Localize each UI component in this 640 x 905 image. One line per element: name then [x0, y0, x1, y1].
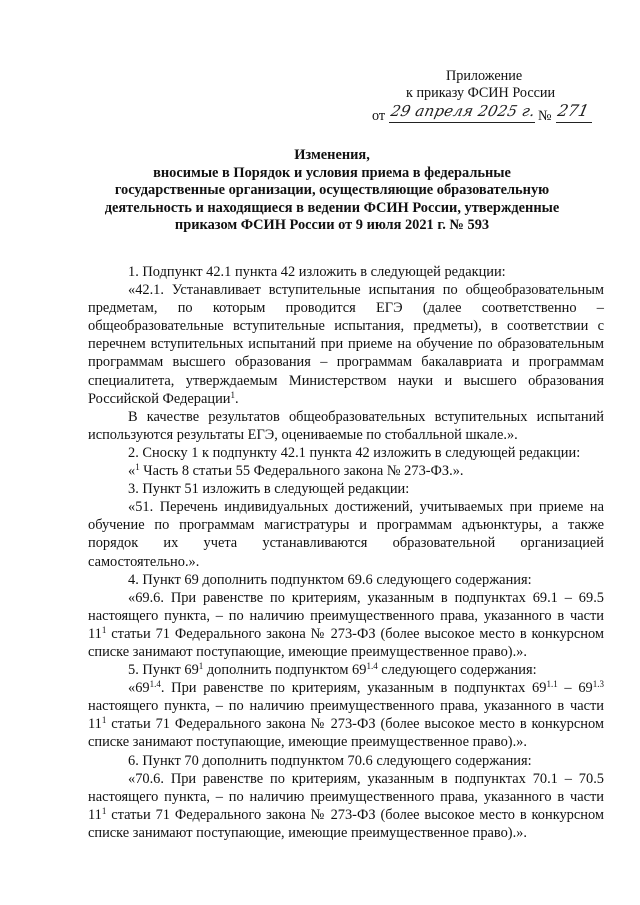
paragraph-7: «51. Перечень индивидуальных достижений, учитываемых при приеме на обучение по программам магистратуры и программам адъюнктуры, а также порядок их учета устанавливаются образовательной организацией самостоятельно.».	[88, 499, 604, 570]
number-prefix: №	[538, 108, 552, 124]
title-line-2: вносимые в Порядок и условия приема в федеральные	[153, 164, 511, 181]
handwritten-number: 271	[555, 101, 591, 120]
paragraph-6: 3. Пункт 51 изложить в следующей редакции:	[128, 481, 410, 498]
paragraph-9: «69.6. При равенстве по критериям, указанным в подпунктах 69.1 – 69.5 настоящего пункта, – по наличию преимущественного права, указанного в части $11^1$ статьи 71 Федерального закона № 273-ФЗ (более высокое место в конкурсном списке занимают поступающие, имеющие преимущественное право).».	[88, 589, 604, 660]
paragraph-2: «42.1. Устанавливает вступительные испытания по общеобразовательным предметам, по которым проводится ЕГЭ (далее соответственно – общеобразовательные вступительные испытания, предметы), в соответствии с перечнем вступительных испытаний при приеме на обучение по образовательным программам высшего образования – программам бакалавриата и программам специалитета, утверждаемым Министерством науки и высшего образования Российской Федерации$^1$.	[88, 282, 604, 407]
number-underline	[556, 122, 592, 123]
paragraph-5: «$^1$ Часть 8 статьи 55 Федерального закона № 273-ФЗ.».	[128, 462, 464, 480]
paragraph-1: 1. Подпункт 42.1 пункта 42 изложить в следующей редакции:	[128, 264, 506, 280]
paragraph-8: 4. Пункт 69 дополнить подпунктом 69.6 следующего содержания:	[128, 571, 532, 588]
document-body	[88, 263, 604, 842]
title-line-5: приказом ФСИН России от 9 июля 2021 г. № 593	[174, 217, 490, 233]
title-line-4: деятельность и находящиеся в ведении ФСИН России, утвержденные	[104, 199, 560, 216]
paragraph-12: 6. Пункт 70 дополнить подпунктом 70.6 следующего содержания:	[128, 752, 532, 769]
document-title	[96, 147, 568, 235]
handwritten-date: 29 апреля 2025 г.	[389, 102, 537, 120]
order-reference: к приказу ФСИН России	[406, 85, 556, 101]
paragraph-4: 2. Сноску 1 к подпункту 42.1 пункта 42 изложить в следующей редакции:	[128, 444, 581, 461]
paragraph-10: 5. Пункт $69^1$ дополнить подпунктом $69^{1.4}$ следующего содержания:	[128, 661, 537, 679]
date-underline	[389, 122, 535, 123]
date-prefix: от	[372, 108, 386, 124]
title-line-3: государственные организации, осуществляющие образовательную	[114, 182, 550, 198]
paragraph-13: «70.6. При равенстве по критериям, указанным в подпунктах 70.1 – 70.5 настоящего пункта, – по наличию преимущественного права, указанного в части $11^1$ статьи 71 Федерального закона № 273-ФЗ (более высокое место в конкурсном списке занимают поступающие, имеющие преимущественное право).».	[88, 770, 604, 841]
appendix-label: Приложение	[446, 68, 523, 84]
appendix-header	[372, 68, 612, 126]
order-date-number	[372, 101, 612, 126]
paragraph-11: «$69^{1.4}$. При равенстве по критериям, указанным в подпунктах $69^{1.1} - 69^{1.3}$ настоящего пункта, – по наличию преимущественного права, указанного в части $11^1$ статьи 71 Федерального закона № 273-ФЗ (более высокое место в конкурсном списке занимают поступающие, имеющие преимущественное право).».	[88, 679, 604, 751]
paragraph-3: В качестве результатов общеобразовательных вступительных испытаний используются результаты ЕГЭ, оцениваемые по стобалльной шкале.».	[88, 408, 604, 443]
title-line-1: Изменения,	[294, 147, 370, 163]
